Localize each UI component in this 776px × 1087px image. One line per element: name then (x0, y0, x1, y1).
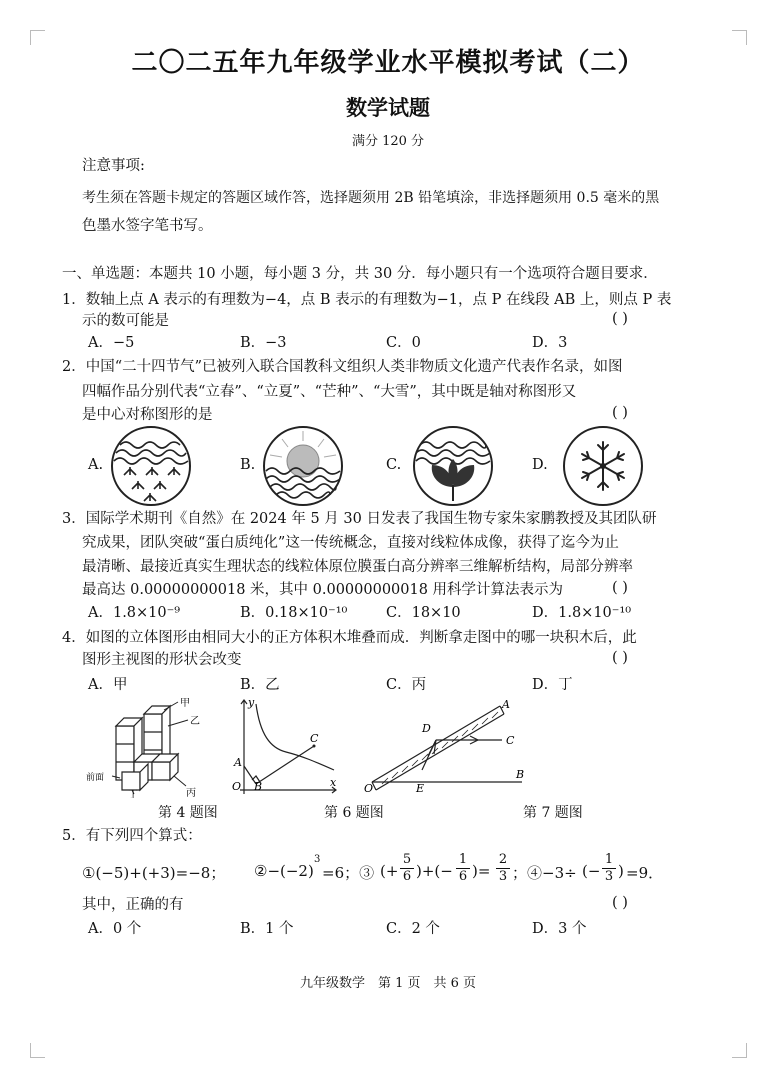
q5-fraction-2-num: 1 (458, 852, 468, 867)
q5-answer-paren: ( ) (612, 895, 628, 911)
q5-expr-4-open: (− (582, 862, 601, 880)
q1-option-c: C．0 (386, 335, 421, 351)
q1-line-1: 1．数轴上点 A 表示的有理数为−4，点 B 表示的有理数为−1，点 P 在线段 AB 上，则点 P 表 (62, 292, 672, 308)
corner-mark-bottom-left (30, 1043, 45, 1058)
q5-option-a: A．0 个 (88, 921, 142, 937)
solar-term-lixia-image (262, 425, 344, 507)
figure-6-caption: 第 6 题图 (324, 805, 384, 821)
q5-expr-2: ②−(−2) (254, 862, 314, 880)
q2-line-2: 四幅作品分别代表“立春”、“立夏”、“芒种”、“大雪”，其中既是轴对称图形又 (82, 384, 577, 400)
q5-line-1: 5．有下列四个算式： (62, 828, 202, 844)
q5-expr-3-mid: )+(− (416, 862, 453, 880)
exam-title: 二〇二五年九年级学业水平模拟考试（二） (131, 48, 645, 78)
full-score: 满分 120 分 (351, 134, 425, 149)
figure-7-label-d: D (422, 722, 431, 735)
page-footer: 九年级数学 第 1 页 共 6 页 (299, 976, 477, 991)
q1-answer-paren: ( ) (612, 311, 628, 327)
q2-line-3: 是中心对称图形的是 (82, 407, 213, 423)
q4-option-d: D．丁 (532, 677, 573, 693)
exam-subject: 数学试题 (346, 95, 430, 120)
q5-fraction-4 (602, 852, 616, 885)
q5-fraction-3 (496, 852, 510, 885)
corner-mark-bottom-right (732, 1043, 747, 1058)
figure-6-label-a: A (234, 756, 242, 769)
q2-line-1: 2．中国“二十四节气”已被列入联合国教科文组织人类非物质文化遗产代表作名录，如图 (62, 359, 623, 375)
q1-option-a: A．−5 (88, 335, 135, 351)
section-1-heading: 一、单选题：本题共 10 小题，每小题 3 分，共 30 分．每小题只有一个选项符合题目要求． (62, 266, 658, 282)
notice-heading: 注意事项: (82, 158, 145, 174)
q4-option-c: C．丙 (386, 677, 427, 693)
q5-option-c: C．2 个 (386, 921, 440, 937)
figure-4-label-yi: 乙 (190, 716, 200, 727)
q5-expr-4-close: ) (618, 862, 624, 880)
figure-4-label-ding: 丁 (128, 790, 138, 798)
figure-7-caption: 第 7 题图 (523, 805, 583, 821)
solar-term-lichun-image (110, 425, 192, 507)
q1-option-d: D．3 (532, 335, 568, 351)
q3-option-b: B．0.18×10⁻¹⁰ (240, 605, 348, 621)
figure-6-label-b: B (254, 780, 263, 793)
q4-answer-paren: ( ) (612, 650, 628, 666)
q1-line-2: 示的数可能是 (82, 313, 169, 329)
q3-option-c: C．18×10 (386, 605, 461, 621)
q5-expr-3-eq: )= (472, 862, 491, 880)
q3-line-2: 究成果，团队突破“蛋白质纯化”这一传统概念，直接对线粒体成像，获得了迄今为止 (82, 535, 619, 551)
figure-7-label-a: A (502, 698, 510, 711)
q5-fraction-3-den: 3 (498, 869, 508, 884)
q3-line-4: 最高达 0.00000000018 米，其中 0.00000000018 用科学计算法表示为 (82, 582, 564, 598)
solar-term-daxue-image (562, 425, 644, 507)
q5-expr-1: ①(−5)+(+3)=−8； (82, 864, 226, 882)
q5-line-2: 其中，正确的有 (82, 897, 184, 913)
notice-line-1: 考生须在答题卡规定的答题区域作答，选择题须用 2B 铅笔填涂，非选择题须用 0.5 毫米的黑 (82, 190, 660, 206)
q2-option-b: B. (240, 457, 256, 473)
figure-4-label-jia: 甲 (180, 698, 190, 709)
q2-option-d: D. (532, 457, 548, 473)
q5-expr-2-result: =6；③ (322, 864, 375, 882)
q4-option-b: B．乙 (240, 677, 280, 693)
q5-expr-3-open-1: (+ (380, 862, 399, 880)
q5-option-b: B．1 个 (240, 921, 294, 937)
q5-fraction-3-num: 2 (498, 852, 508, 867)
figure-4-caption: 第 4 题图 (158, 805, 218, 821)
q5-fraction-4-num: 1 (604, 852, 614, 867)
figure-6-graph (226, 694, 342, 798)
figure-7-label-c: C (506, 734, 515, 747)
q5-fraction-4-den: 3 (604, 869, 614, 884)
q5-fraction-1 (400, 852, 414, 885)
figure-6-label-y: y (248, 696, 255, 709)
q5-fraction-1-den: 6 (402, 869, 412, 884)
figure-7-label-b: B (516, 768, 525, 781)
q4-option-a: A．甲 (88, 677, 128, 693)
q3-line-1: 3．国际学术期刊《自然》在 2024 年 5 月 30 日发表了我国生物专家朱家鹏教授及其团队研 (62, 511, 657, 527)
figure-4-cube-stack (82, 698, 222, 798)
figure-6-label-c: C (310, 732, 319, 745)
q2-answer-paren: ( ) (612, 405, 628, 421)
q5-option-d: D．3 个 (532, 921, 587, 937)
figure-7-label-o: O (364, 782, 374, 794)
figure-6-label-o: O (232, 780, 242, 793)
q5-fraction-2 (456, 852, 470, 885)
figure-7-label-e: E (416, 782, 425, 794)
q5-fraction-2-den: 6 (458, 869, 468, 884)
q5-fraction-1-num: 5 (402, 852, 412, 867)
q2-option-c: C. (386, 457, 402, 473)
figure-4-label-bing: 丙 (186, 788, 196, 798)
q3-answer-paren: ( ) (612, 580, 628, 596)
figure-7-diagram (362, 690, 532, 794)
q3-line-3: 最清晰、最接近真实生理状态的线粒体原位膜蛋白高分辨率三维解析结构，局部分辨率 (82, 559, 633, 575)
figure-4-label-front: 前面 (86, 773, 105, 783)
q5-expr-2-exponent: 3 (314, 854, 321, 865)
q5-expr-4-result: =9． (626, 864, 664, 882)
q4-line-1: 4．如图的立体图形由相同大小的正方体积木堆叠而成．判断拿走图中的哪一块积木后，此 (62, 630, 637, 646)
q3-option-d: D．1.8×10⁻¹⁰ (532, 605, 632, 621)
q2-option-a: A. (88, 457, 104, 473)
q5-expr-4: ；④−3÷ (512, 864, 577, 882)
solar-term-mangzhong-image (412, 425, 494, 507)
notice-line-2: 色墨水签字笔书写。 (82, 218, 213, 234)
q3-option-a: A．1.8×10⁻⁹ (88, 605, 181, 621)
q1-option-b: B．−3 (240, 335, 287, 351)
figure-6-label-x: x (330, 776, 337, 789)
q4-line-2: 图形主视图的形状会改变 (82, 652, 242, 668)
